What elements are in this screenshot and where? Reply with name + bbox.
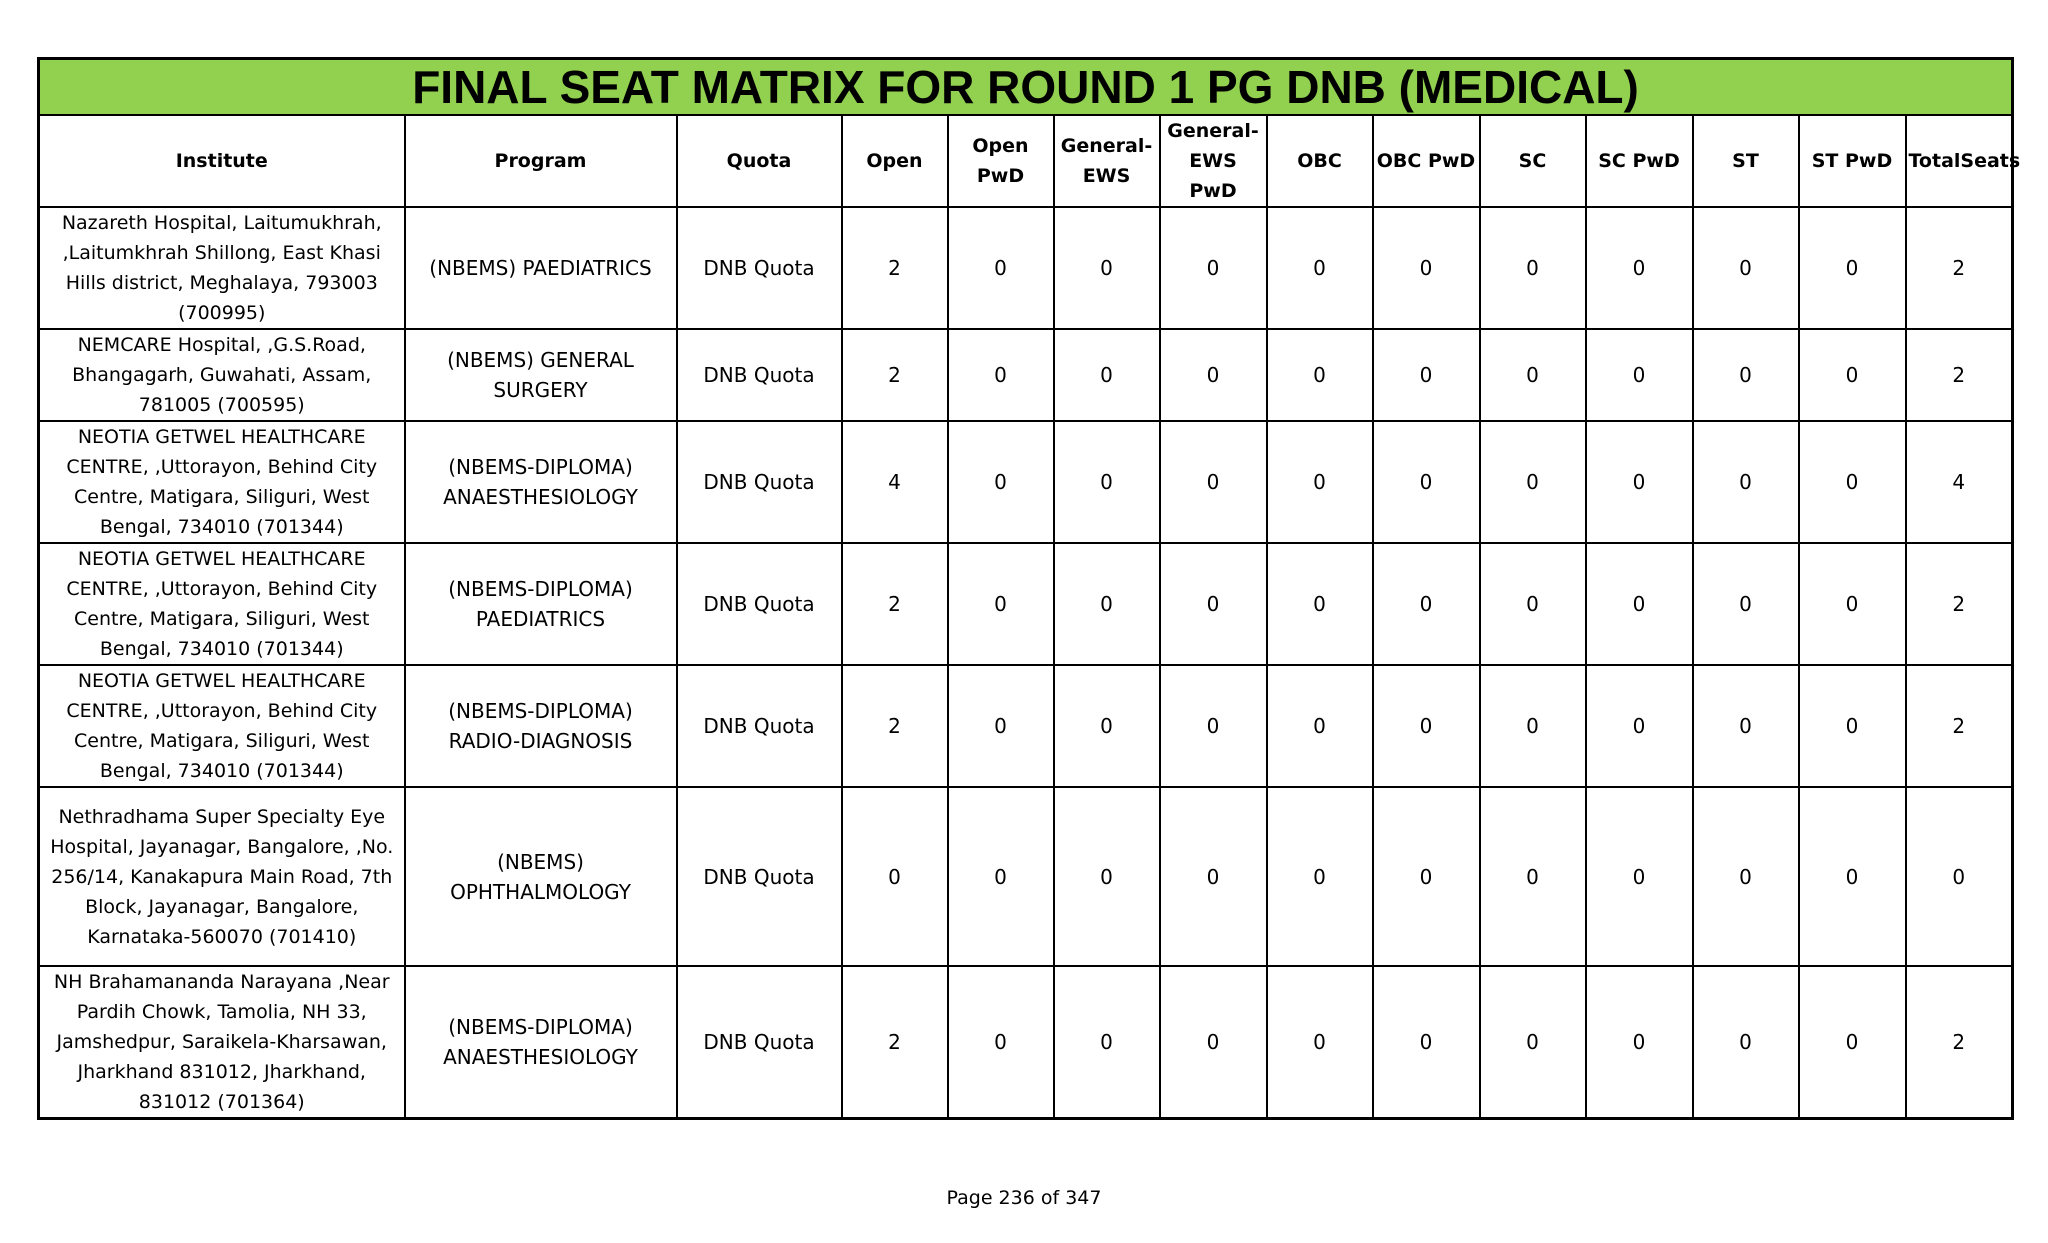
table-row — [39, 421, 2013, 543]
cell-obc: 0 — [1267, 421, 1373, 543]
cell-sc: 0 — [1480, 329, 1586, 421]
cell-institute: Nazareth Hospital, Laitumukhrah, ,Laitumkhrah Shillong, East Khasi Hills district, Meghalaya, 793003 (700995) — [39, 207, 405, 329]
col-header-obc: OBC — [1267, 115, 1373, 207]
cell-sc: 0 — [1480, 787, 1586, 966]
cell-open-pwd: 0 — [948, 543, 1054, 665]
cell-sc-pwd: 0 — [1586, 787, 1693, 966]
cell-quota: DNB Quota — [677, 787, 842, 966]
cell-open-pwd: 0 — [948, 787, 1054, 966]
col-header-program: Program — [405, 115, 677, 207]
cell-obc: 0 — [1267, 787, 1373, 966]
col-header-sc-pwd: SC PwD — [1586, 115, 1693, 207]
cell-total-seats: 4 — [1906, 421, 2013, 543]
cell-obc: 0 — [1267, 207, 1373, 329]
cell-program: (NBEMS-DIPLOMA) ANAESTHESIOLOGY — [405, 421, 677, 543]
cell-open: 0 — [842, 787, 948, 966]
cell-open: 2 — [842, 665, 948, 787]
cell-st: 0 — [1693, 665, 1799, 787]
cell-general-ews-pwd: 0 — [1160, 207, 1267, 329]
seat-matrix-sheet — [37, 57, 2021, 1120]
cell-general-ews: 0 — [1054, 966, 1160, 1119]
cell-st-pwd: 0 — [1799, 665, 1906, 787]
cell-open-pwd: 0 — [948, 966, 1054, 1119]
cell-obc: 0 — [1267, 543, 1373, 665]
cell-st-pwd: 0 — [1799, 787, 1906, 966]
cell-program: (NBEMS-DIPLOMA) RADIO-DIAGNOSIS — [405, 665, 677, 787]
cell-institute: NEOTIA GETWEL HEALTHCARE CENTRE, ,Uttorayon, Behind City Centre, Matigara, Siliguri, West Bengal, 734010 (701344) — [39, 421, 405, 543]
cell-program: (NBEMS-DIPLOMA) ANAESTHESIOLOGY — [405, 966, 677, 1119]
cell-st-pwd: 0 — [1799, 329, 1906, 421]
cell-program: (NBEMS-DIPLOMA) PAEDIATRICS — [405, 543, 677, 665]
cell-sc-pwd: 0 — [1586, 543, 1693, 665]
cell-obc-pwd: 0 — [1373, 787, 1480, 966]
cell-st: 0 — [1693, 543, 1799, 665]
cell-institute: NEOTIA GETWEL HEALTHCARE CENTRE, ,Uttorayon, Behind City Centre, Matigara, Siliguri, West Bengal, 734010 (701344) — [39, 543, 405, 665]
cell-quota: DNB Quota — [677, 329, 842, 421]
col-header-open-pwd: Open PwD — [948, 115, 1054, 207]
table-row — [39, 207, 2013, 329]
cell-sc: 0 — [1480, 207, 1586, 329]
cell-st: 0 — [1693, 966, 1799, 1119]
cell-total-seats: 2 — [1906, 207, 2013, 329]
cell-total-seats: 2 — [1906, 329, 2013, 421]
table-row — [39, 665, 2013, 787]
col-header-institute: Institute — [39, 115, 405, 207]
cell-sc: 0 — [1480, 665, 1586, 787]
cell-sc: 0 — [1480, 421, 1586, 543]
cell-sc: 0 — [1480, 543, 1586, 665]
cell-obc: 0 — [1267, 329, 1373, 421]
cell-obc-pwd: 0 — [1373, 329, 1480, 421]
cell-quota: DNB Quota — [677, 207, 842, 329]
cell-quota: DNB Quota — [677, 665, 842, 787]
cell-obc-pwd: 0 — [1373, 966, 1480, 1119]
cell-general-ews: 0 — [1054, 329, 1160, 421]
cell-st-pwd: 0 — [1799, 966, 1906, 1119]
cell-obc-pwd: 0 — [1373, 421, 1480, 543]
table-row — [39, 966, 2013, 1119]
cell-quota: DNB Quota — [677, 421, 842, 543]
cell-general-ews-pwd: 0 — [1160, 787, 1267, 966]
cell-quota: DNB Quota — [677, 966, 842, 1119]
cell-obc-pwd: 0 — [1373, 207, 1480, 329]
cell-open: 2 — [842, 329, 948, 421]
cell-obc-pwd: 0 — [1373, 665, 1480, 787]
cell-sc-pwd: 0 — [1586, 421, 1693, 543]
cell-total-seats: 2 — [1906, 665, 2013, 787]
cell-institute: NH Brahamananda Narayana ,Near Pardih Chowk, Tamolia, NH 33, Jamshedpur, Saraikela-Kharsawan, Jharkhand 831012, Jharkhand, 831012 (701364) — [39, 966, 405, 1119]
cell-general-ews-pwd: 0 — [1160, 665, 1267, 787]
col-header-open: Open — [842, 115, 948, 207]
cell-sc-pwd: 0 — [1586, 207, 1693, 329]
cell-st: 0 — [1693, 207, 1799, 329]
cell-st-pwd: 0 — [1799, 543, 1906, 665]
cell-general-ews: 0 — [1054, 543, 1160, 665]
cell-obc: 0 — [1267, 665, 1373, 787]
cell-open-pwd: 0 — [948, 421, 1054, 543]
col-header-general-ews-pwd: General-EWS PwD — [1160, 115, 1267, 207]
cell-program: (NBEMS) PAEDIATRICS — [405, 207, 677, 329]
cell-sc-pwd: 0 — [1586, 665, 1693, 787]
table-row — [39, 543, 2013, 665]
table-title: FINAL SEAT MATRIX FOR ROUND 1 PG DNB (MEDICAL) — [39, 59, 2013, 116]
cell-general-ews-pwd: 0 — [1160, 543, 1267, 665]
page-number: Page 236 of 347 — [946, 1187, 1102, 1209]
cell-st-pwd: 0 — [1799, 207, 1906, 329]
cell-general-ews: 0 — [1054, 421, 1160, 543]
col-header-st-pwd: ST PwD — [1799, 115, 1906, 207]
title-row — [39, 59, 2013, 116]
cell-sc-pwd: 0 — [1586, 329, 1693, 421]
cell-quota: DNB Quota — [677, 543, 842, 665]
table-body — [39, 207, 2013, 1119]
cell-open: 2 — [842, 207, 948, 329]
cell-open-pwd: 0 — [948, 329, 1054, 421]
cell-total-seats: 2 — [1906, 966, 2013, 1119]
cell-st-pwd: 0 — [1799, 421, 1906, 543]
cell-obc: 0 — [1267, 966, 1373, 1119]
cell-total-seats: 2 — [1906, 543, 2013, 665]
cell-st: 0 — [1693, 421, 1799, 543]
col-header-total-seats: TotalSeats — [1906, 115, 2013, 207]
col-header-obc-pwd: OBC PwD — [1373, 115, 1480, 207]
cell-total-seats: 0 — [1906, 787, 2013, 966]
col-header-general-ews: General-EWS — [1054, 115, 1160, 207]
cell-program: (NBEMS) OPHTHALMOLOGY — [405, 787, 677, 966]
cell-sc: 0 — [1480, 966, 1586, 1119]
cell-open: 4 — [842, 421, 948, 543]
cell-st: 0 — [1693, 329, 1799, 421]
table-row — [39, 787, 2013, 966]
cell-open-pwd: 0 — [948, 207, 1054, 329]
cell-general-ews: 0 — [1054, 207, 1160, 329]
cell-general-ews: 0 — [1054, 665, 1160, 787]
cell-st: 0 — [1693, 787, 1799, 966]
cell-general-ews-pwd: 0 — [1160, 329, 1267, 421]
cell-institute: Nethradhama Super Specialty Eye Hospital, Jayanagar, Bangalore, ,No. 256/14, Kanakapura Main Road, 7th Block, Jayanagar, Bangalore, Karnataka-560070 (701410) — [39, 787, 405, 966]
cell-obc-pwd: 0 — [1373, 543, 1480, 665]
cell-general-ews: 0 — [1054, 787, 1160, 966]
cell-sc-pwd: 0 — [1586, 966, 1693, 1119]
cell-open-pwd: 0 — [948, 665, 1054, 787]
cell-institute: NEMCARE Hospital, ,G.S.Road, Bhangagarh, Guwahati, Assam, 781005 (700595) — [39, 329, 405, 421]
header-row — [39, 115, 2013, 207]
cell-general-ews-pwd: 0 — [1160, 421, 1267, 543]
seat-matrix-table — [37, 57, 2021, 1120]
cell-program: (NBEMS) GENERAL SURGERY — [405, 329, 677, 421]
col-header-quota: Quota — [677, 115, 842, 207]
col-header-sc: SC — [1480, 115, 1586, 207]
cell-open: 2 — [842, 543, 948, 665]
cell-general-ews-pwd: 0 — [1160, 966, 1267, 1119]
table-row — [39, 329, 2013, 421]
col-header-st: ST — [1693, 115, 1799, 207]
cell-institute: NEOTIA GETWEL HEALTHCARE CENTRE, ,Uttorayon, Behind City Centre, Matigara, Siliguri, West Bengal, 734010 (701344) — [39, 665, 405, 787]
cell-open: 2 — [842, 966, 948, 1119]
